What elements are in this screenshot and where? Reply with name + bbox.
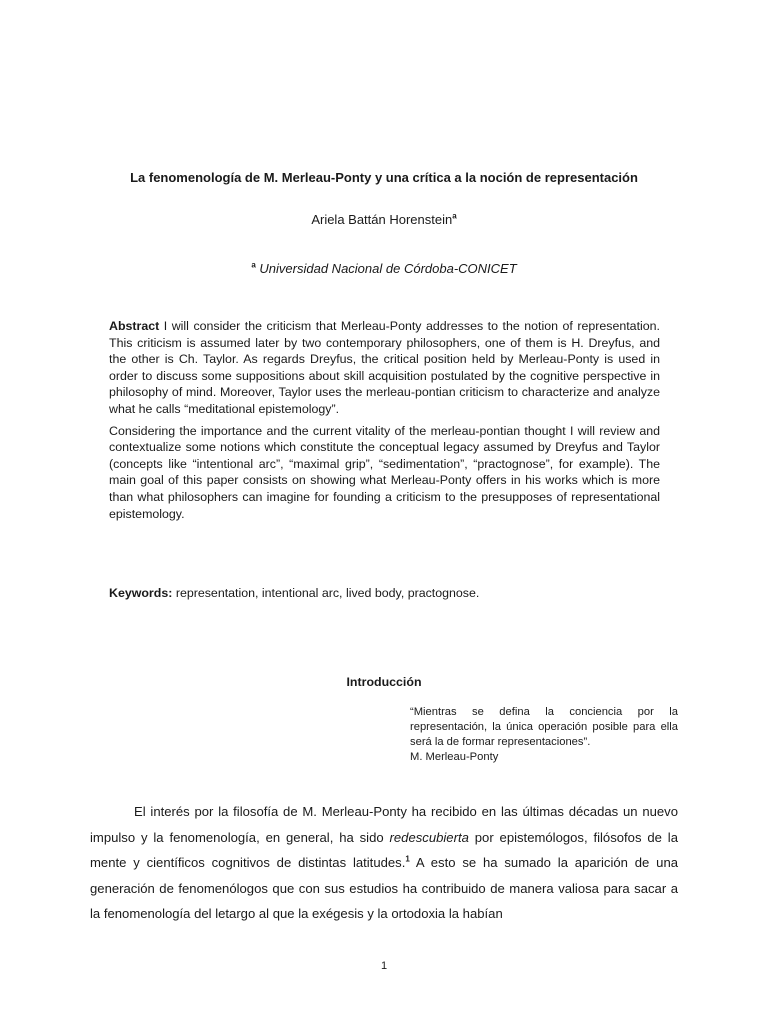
introduction-heading: Introducción <box>346 675 422 689</box>
epigraph-author: M. Merleau-Ponty <box>410 751 499 763</box>
affiliation-marker: a <box>251 260 256 270</box>
epigraph-quote: “Mientras se defina la conciencia por la representación, la única operación posible para ella será la de formar representaciones”. <box>410 706 678 748</box>
body-emphasis: redescubierta <box>389 829 469 845</box>
abstract-paragraph-1 <box>109 318 660 418</box>
affiliation-line <box>0 261 768 276</box>
body-text-part-2: por epistemólogos, filósofos de la mente y científicos cognitivos de distintas latitudes. <box>90 829 678 870</box>
introduction-paragraph <box>90 799 678 927</box>
abstract-label: Abstract <box>109 319 160 333</box>
body-text-part-3: A esto se ha sumado la aparición de una generación de fenomenólogos que con sus estudios ha contribuido de manera valiosa para sacar a la fenomenología del letargo al que la exégesis y la ortodoxia la habían <box>90 855 679 921</box>
author-affiliation-marker: a <box>452 211 457 221</box>
abstract <box>109 318 660 527</box>
abstract-paragraph-2: Considering the importance and the current vitality of the merleau-pontian thought I will review and contextualize some notions which constitute the conceptual legacy assumed by Dreyfus and Taylor (concepts like “intentional arc”, “maximal grip”, “sedimentation”, “practognose”, for example). The main goal of this paper consists on showing what Merleau-Ponty offers in his works which is more than what philosophers can imagine for founding a criticism to the presupposes of representational epistemology. <box>109 423 660 521</box>
author-line <box>0 212 768 227</box>
keywords-label: Keywords: <box>109 586 173 600</box>
page-number: 1 <box>380 960 388 972</box>
footnote-marker[interactable]: 1 <box>405 854 410 864</box>
author-name: Ariela Battán Horenstein <box>311 212 453 227</box>
keywords <box>109 586 669 600</box>
epigraph <box>410 705 678 765</box>
paper-title: La fenomenología de M. Merleau-Ponty y una crítica a la noción de representación <box>130 170 638 185</box>
abstract-paragraph-1-text: I will consider the criticism that Merleau-Ponty addresses to the notion of representation. This criticism is assumed later by two contemporary philosophers, one of them is H. Dreyfus, and the other is Ch. Taylor. As regards Dreyfus, the critical position held by Merleau-Ponty is used in order to discuss some suppositions about skill acquisition postulated by the cognitive perspective in philosophy of mind. Moreover, Taylor uses the merleau-pontian criticism to characterize and analyze what he calls “meditational epistemology”. <box>109 319 660 416</box>
keywords-text: representation, intentional arc, lived body, practognose. <box>175 586 480 600</box>
body-text-part-1: El interés por la filosofía de M. Merleau-Ponty ha recibido en las últimas décadas un nuevo impulso y la fenomenología, en general, ha sido <box>90 804 678 845</box>
affiliation-text: Universidad Nacional de Córdoba-CONICET <box>259 261 517 276</box>
